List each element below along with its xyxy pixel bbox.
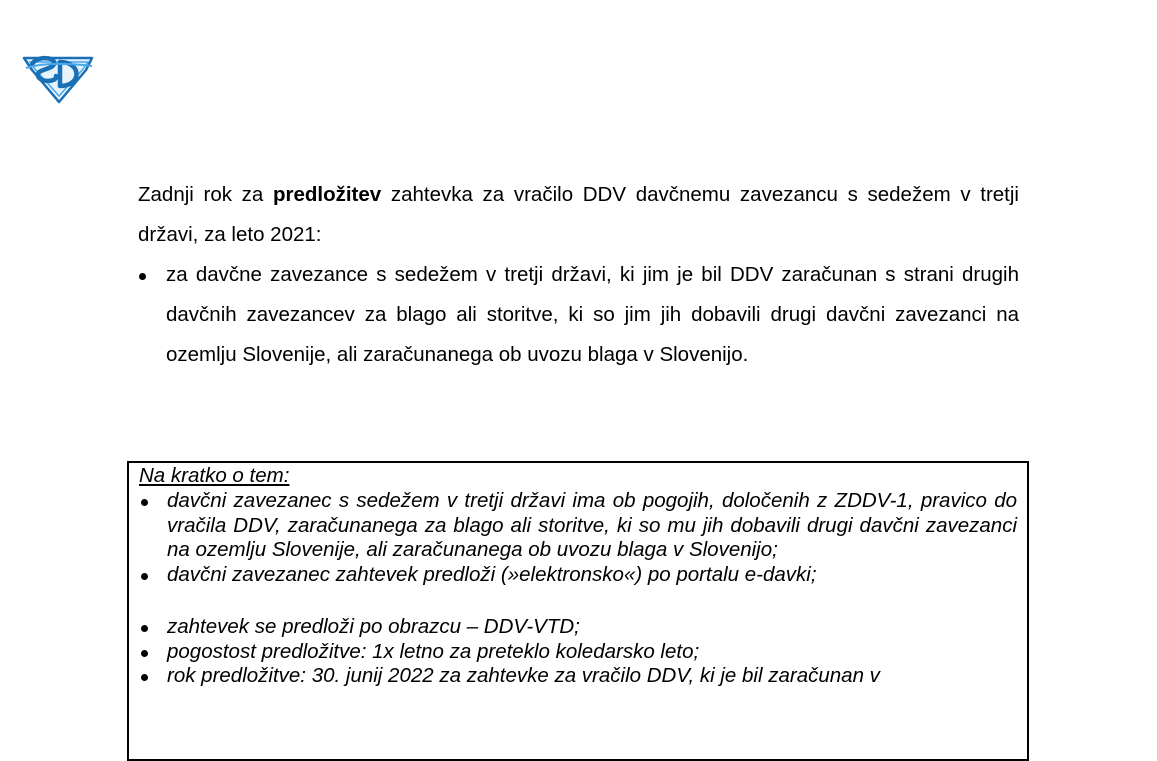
list-item: davčni zavezanec s sedežem v tretji državi ima ob pogojih, določenih z ZDDV-1, pravico do vračila DDV, zaračunanega za blago ali storitve, ki so mu jih dobavili drugi davčni zavezanci na ozemlju Slovenije, ali zaračunanega ob uvozu blaga v Slovenijo; [139, 489, 1017, 563]
list-item: zahtevek se predloži po obrazcu – DDV-VTD; [139, 615, 1017, 640]
intro-section [138, 175, 1019, 375]
summary-box-title: Na kratko o tem: [139, 464, 290, 487]
list-item: rok predložitve: 30. junij 2022 za zahtevke za vračilo DDV, ki je bil zaračunan v [139, 664, 1017, 689]
summary-bullet-list [139, 489, 1017, 689]
company-logo-icon [22, 50, 96, 104]
intro-bullet-list [138, 255, 1019, 375]
list-item: pogostost predložitve: 1x letno za preteklo koledarsko leto; [139, 640, 1017, 665]
list-item: davčni zavezanec zahtevek predloži (»elektronsko«) po portalu e-davki; [139, 563, 1017, 588]
list-item: za davčne zavezance s sedežem v tretji državi, ki jim je bil DDV zaračunan s strani drugih davčnih zavezancev za blago ali storitve, ki so jim jih dobavili drugi davčni zavezanci na ozemlju Slovenije, ali zaračunanega ob uvozu blaga v Slovenijo. [138, 255, 1019, 375]
summary-box [127, 461, 1029, 761]
intro-bold-term: predložitev [272, 183, 382, 206]
intro-paragraph: Zadnji rok za predložitev zahtevka za vračilo DDV davčnemu zavezancu s sedežem v tretji državi, za leto 2021: [138, 183, 1019, 246]
